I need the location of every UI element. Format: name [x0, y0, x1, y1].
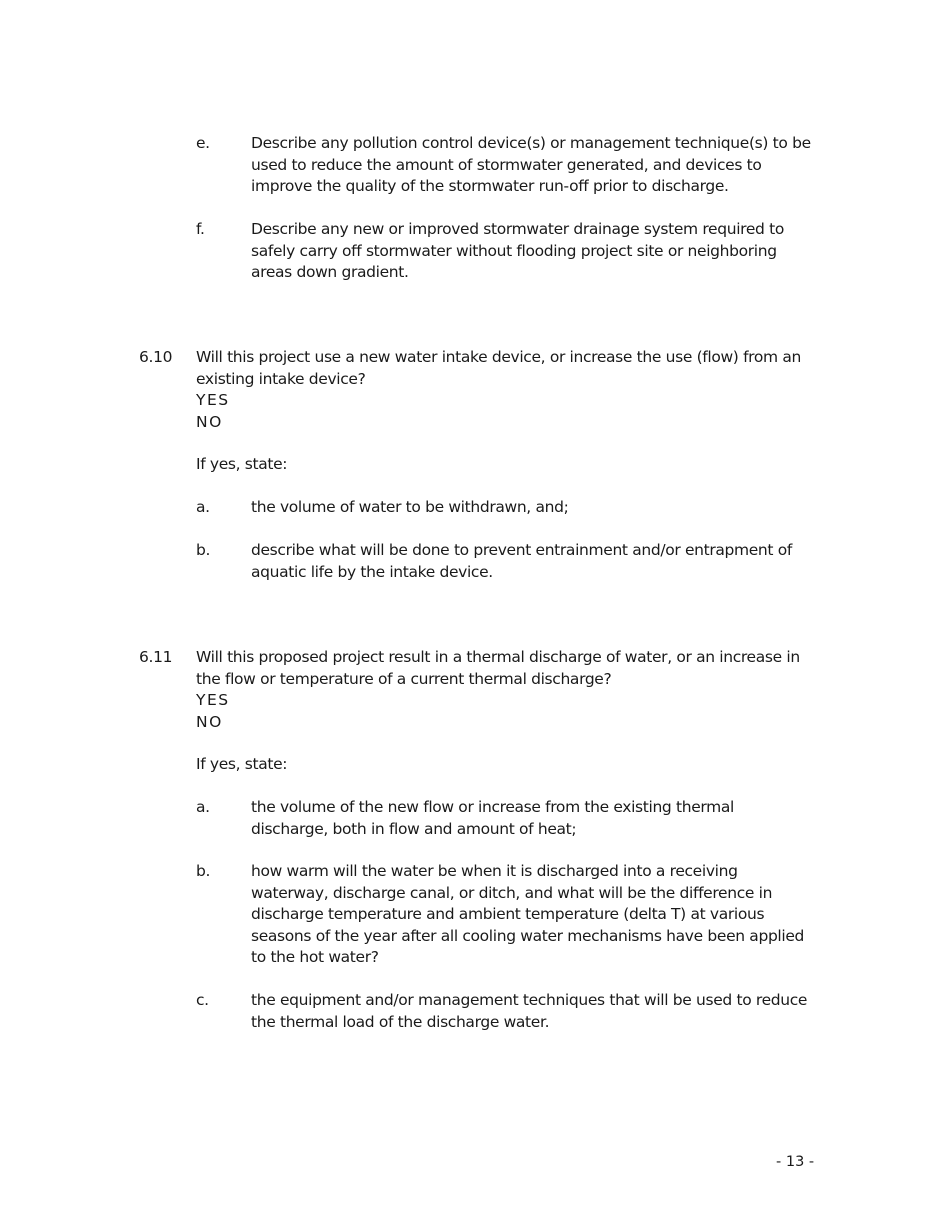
item-label: f.	[196, 220, 205, 238]
question-number: 6.10	[139, 348, 173, 366]
no-option: NO	[196, 412, 223, 431]
page-number: - 13 -	[776, 1154, 815, 1170]
item-label: b.	[196, 541, 211, 559]
item-label: a.	[196, 798, 210, 816]
item-label: e.	[196, 134, 210, 152]
item-label: a.	[196, 498, 210, 516]
item-text: Describe any new or improved stormwater drainage system required to safely carry off stormwater without flooding project site or neighboring areas down gradient.	[251, 220, 784, 281]
item-text: Describe any pollution control device(s) or management technique(s) to be used to reduce the amount of stormwater generated, and devices to improve the quality of the stormwater run-off prior to discharge.	[251, 134, 811, 195]
item-label: c.	[196, 991, 209, 1009]
question-number: 6.11	[139, 648, 173, 666]
item-text: the volume of water to be withdrawn, and;	[251, 498, 569, 516]
if-yes-label: If yes, state:	[196, 755, 288, 773]
question-text: Will this proposed project result in a thermal discharge of water, or an increase in the flow or temperature of a current thermal discharge? YES NO	[196, 647, 816, 733]
yes-option: YES	[196, 691, 230, 709]
item-label: b.	[196, 862, 211, 880]
yes-option: YES	[196, 391, 230, 409]
item-text: how warm will the water be when it is discharged into a receiving waterway, discharge canal, or ditch, and what will be the difference in discharge temperature and ambient temperature (delta T) at various seasons of the year after all cooling water mechanisms have been applied to the hot water?	[251, 862, 805, 966]
item-text: the equipment and/or management techniques that will be used to reduce the thermal load of the discharge water.	[251, 991, 808, 1031]
item-text: describe what will be done to prevent entrainment and/or entrapment of aquatic life by the intake device.	[251, 541, 792, 581]
if-yes-label: If yes, state:	[196, 455, 288, 473]
no-option: NO	[196, 712, 223, 731]
question-text: Will this project use a new water intake device, or increase the use (flow) from an existing intake device? YES NO	[196, 347, 816, 433]
item-text: the volume of the new flow or increase from the existing thermal discharge, both in flow and amount of heat;	[251, 798, 734, 838]
